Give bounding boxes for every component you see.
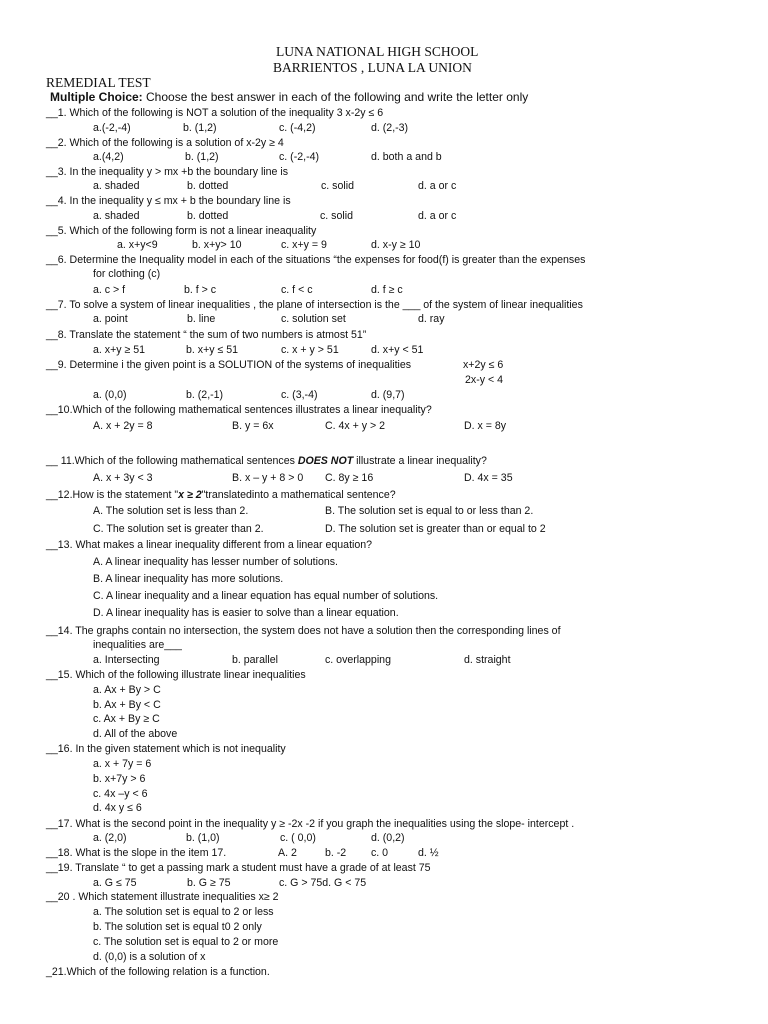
question-12-stem-start: __12.How is the statement " xyxy=(46,489,179,501)
question-15-option-c: c. Ax + By ≥ C xyxy=(93,713,160,725)
option-d: d. f ≥ c xyxy=(371,284,403,296)
option-b: b. -2 xyxy=(325,847,347,859)
option-d: d. (2,-3) xyxy=(371,122,409,134)
option-d: d. straight xyxy=(464,654,511,666)
question-20-option-a: a. The solution set is equal to 2 or less xyxy=(93,906,274,918)
option-d: d. (9,7) xyxy=(371,389,405,401)
option-c: c. f < c xyxy=(281,284,313,296)
option-c-and-d: c. G > 75d. G < 75 xyxy=(279,877,367,889)
question-13-option-b: B. A linear inequality has more solutions. xyxy=(93,573,284,585)
option-d: d. (0,2) xyxy=(371,832,405,844)
school-name: LUNA NATIONAL HIGH SCHOOL xyxy=(276,44,479,59)
question-8-stem: __8. Translate the statement “ the sum of two numbers is atmost 51” xyxy=(46,329,367,341)
option-c: c. solid xyxy=(321,180,354,192)
option-b: b. G ≥ 75 xyxy=(187,877,231,889)
option-c: c. x+y = 9 xyxy=(281,239,327,251)
option-b: b. f > c xyxy=(184,284,217,296)
option-a: a. shaded xyxy=(93,180,140,192)
option-d: d. x+y < 51 xyxy=(371,344,424,356)
option-d: d. a or c xyxy=(418,210,457,222)
question-11-stem-end: illustrate a linear inequality? xyxy=(353,455,487,467)
question-9-stem: __9. Determine i the given point is a SOLUTION of the systems of inequalities xyxy=(46,359,412,371)
option-c: C. 4x + y > 2 xyxy=(325,420,386,432)
question-9-inequality-1: x+2y ≤ 6 xyxy=(463,359,504,371)
question-13-stem: __13. What makes a linear inequality different from a linear equation? xyxy=(46,539,373,551)
question-11-stem xyxy=(46,455,487,468)
question-20-option-b: b. The solution set is equal t0 2 only xyxy=(93,921,262,933)
option-a: a. point xyxy=(93,313,128,325)
option-b: b. x+y> 10 xyxy=(192,239,242,251)
question-17-stem: __17. What is the second point in the inequality y ≥ -2x -2 if you graph the inequalities using the slope- intercept . xyxy=(46,818,575,830)
question-21-stem: _21.Which of the following relation is a function. xyxy=(46,966,270,978)
option-a: a. (0,0) xyxy=(93,389,127,401)
option-c: c. x + y > 51 xyxy=(281,344,339,356)
question-20-option-d: d. (0,0) is a solution of x xyxy=(93,951,206,963)
option-b: b. (1,2) xyxy=(183,122,217,134)
option-d: D. 4x = 35 xyxy=(464,472,513,484)
instruction-text: Choose the best answer in each of the following and write the letter only xyxy=(142,90,529,104)
option-c: c. (-4,2) xyxy=(279,122,316,134)
question-18-stem: __18. What is the slope in the item 17. xyxy=(46,847,227,859)
question-3-stem: __3. In the inequality y > mx +b the boundary line is xyxy=(46,166,289,178)
option-a: a. c > f xyxy=(93,284,126,296)
option-a: A. The solution set is less than 2. xyxy=(93,505,249,517)
option-d: d. both a and b xyxy=(371,151,442,163)
option-b: b. (1,0) xyxy=(186,832,220,844)
option-a: a. shaded xyxy=(93,210,140,222)
question-7-stem: __7. To solve a system of linear inequalities , the plane of intersection is the ___ of the system of linear inequalities xyxy=(46,299,583,311)
option-a: a.(-2,-4) xyxy=(93,122,131,134)
option-b: b. (1,2) xyxy=(185,151,219,163)
option-d: D. The solution set is greater than or equal to 2 xyxy=(325,523,546,535)
school-address: BARRIENTOS , LUNA LA UNION xyxy=(273,60,472,75)
question-12-stem xyxy=(46,489,396,502)
option-c: c. solid xyxy=(320,210,353,222)
option-b: b. dotted xyxy=(187,180,229,192)
option-c: C. The solution set is greater than 2. xyxy=(93,523,264,535)
option-a: a.(4,2) xyxy=(93,151,124,163)
option-a: A. x + 2y = 8 xyxy=(93,420,153,432)
option-d: d. ½ xyxy=(418,847,439,859)
question-6-stem-continued: for clothing (c) xyxy=(93,268,161,280)
question-14-stem: __14. The graphs contain no intersection, the system does not have a solution then the corresponding lines of xyxy=(46,625,561,637)
option-d: D. x = 8y xyxy=(464,420,507,432)
question-14-stem-continued: inequalities are___ xyxy=(93,639,182,651)
question-15-option-b: b. Ax + By < C xyxy=(93,699,161,711)
option-b: B. y = 6x xyxy=(232,420,274,432)
question-2-stem: __2. Which of the following is a solution of x-2y ≥ 4 xyxy=(46,137,284,149)
option-c: c. (-2,-4) xyxy=(279,151,320,163)
option-a: a. (2,0) xyxy=(93,832,127,844)
question-16-option-c: c. 4x –y < 6 xyxy=(93,788,148,800)
option-b: b. parallel xyxy=(232,654,278,666)
option-a: A. x + 3y < 3 xyxy=(93,472,153,484)
question-9-inequality-2: 2x-y < 4 xyxy=(465,374,503,386)
question-10-stem: __10.Which of the following mathematical sentences illustrates a linear inequality? xyxy=(46,404,432,416)
option-a: a. G ≤ 75 xyxy=(93,877,137,889)
question-15-stem: __15. Which of the following illustrate linear inequalities xyxy=(46,669,306,681)
question-20-option-c: c. The solution set is equal to 2 or more xyxy=(93,936,279,948)
question-15-option-a: a. Ax + By > C xyxy=(93,684,161,696)
question-11-stem-start: __ 11.Which of the following mathematical sentences xyxy=(46,455,298,467)
option-a: a. x+y<9 xyxy=(117,239,158,251)
question-16-option-b: b. x+7y > 6 xyxy=(93,773,146,785)
question-20-stem: __20 . Which statement illustrate inequalities x≥ 2 xyxy=(46,891,279,903)
question-16-option-d: d. 4x y ≤ 6 xyxy=(93,802,142,814)
instruction-line xyxy=(50,91,528,105)
option-c: c. solution set xyxy=(281,313,346,325)
question-11-emphasis: DOES NOT xyxy=(297,455,354,467)
option-d: d. ray xyxy=(418,313,445,325)
question-15-option-d: d. All of the above xyxy=(93,728,178,740)
option-c: c. (3,-4) xyxy=(281,389,318,401)
option-c: c. ( 0,0) xyxy=(280,832,316,844)
option-c: C. 8y ≥ 16 xyxy=(325,472,374,484)
option-a: A. 2 xyxy=(278,847,297,859)
test-title: REMEDIAL TEST xyxy=(46,75,151,90)
option-c: c. overlapping xyxy=(325,654,391,666)
option-b: b. dotted xyxy=(187,210,229,222)
question-19-stem: __19. Translate “ to get a passing mark a student must have a grade of at least 75 xyxy=(46,862,431,874)
option-b: B. The solution set is equal to or less than 2. xyxy=(325,505,534,517)
question-13-option-c: C. A linear inequality and a linear equation has equal number of solutions. xyxy=(93,590,439,602)
question-6-stem: __6. Determine the Inequality model in each of the situations “the expenses for food(f) is greater than the expenses xyxy=(46,254,586,266)
question-12-emphasis: x ≥ 2 xyxy=(178,489,202,501)
question-12-stem-end: "translatedinto a mathematical sentence? xyxy=(201,489,396,501)
option-c: c. 0 xyxy=(371,847,389,859)
question-4-stem: __4. In the inequality y ≤ mx + b the boundary line is xyxy=(46,195,291,207)
option-d: d. a or c xyxy=(418,180,457,192)
option-a: a. Intersecting xyxy=(93,654,160,666)
question-5-stem: __5. Which of the following form is not a linear ineaquality xyxy=(46,225,317,237)
question-13-option-a: A. A linear inequality has lesser number of solutions. xyxy=(93,556,338,568)
option-d: d. x-y ≥ 10 xyxy=(371,239,421,251)
option-a: a. x+y ≥ 51 xyxy=(93,344,146,356)
question-1-stem: __1. Which of the following is NOT a solution of the inequality 3 x-2y ≤ 6 xyxy=(46,107,384,119)
question-13-option-d: D. A linear inequality has is easier to solve than a linear equation. xyxy=(93,607,399,619)
option-b: B. x – y + 8 > 0 xyxy=(232,472,304,484)
question-16-stem: __16. In the given statement which is not inequality xyxy=(46,743,286,755)
option-b: b. x+y ≤ 51 xyxy=(186,344,239,356)
instruction-label: Multiple Choice: xyxy=(50,90,143,104)
option-b: b. line xyxy=(187,313,216,325)
question-16-option-a: a. x + 7y = 6 xyxy=(93,758,152,770)
option-b: b. (2,-1) xyxy=(186,389,224,401)
